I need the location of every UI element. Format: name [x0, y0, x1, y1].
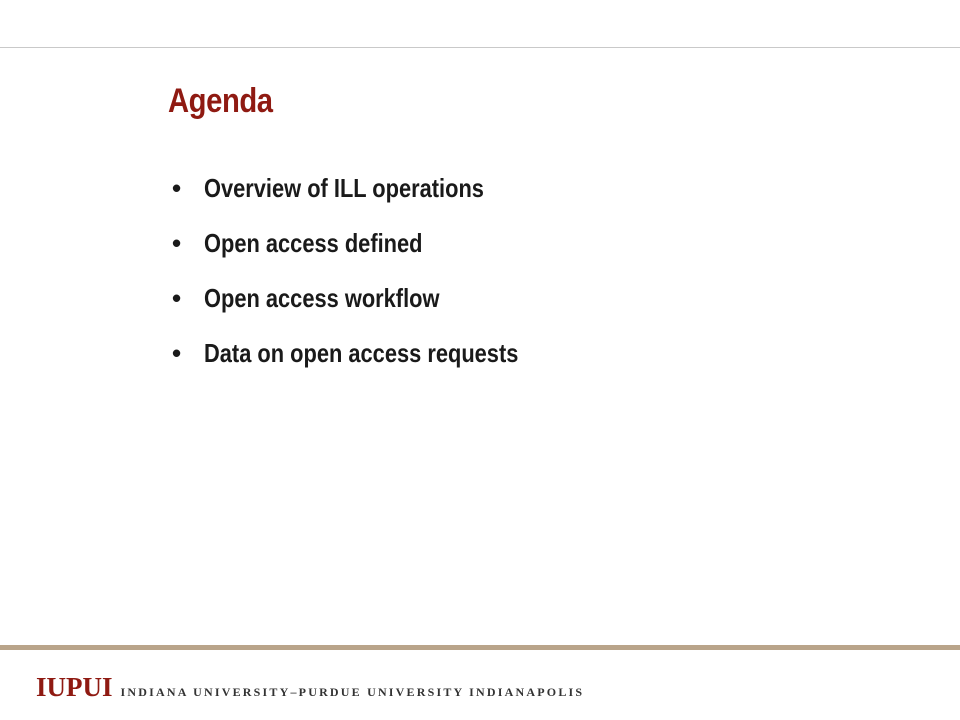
- agenda-item: [172, 221, 578, 276]
- agenda-list: [172, 166, 578, 386]
- slide-title: Agenda: [168, 82, 273, 120]
- agenda-item: [172, 166, 578, 221]
- bullet-icon: •: [172, 173, 182, 203]
- bullet-icon: •: [172, 338, 182, 368]
- footer-bar: [0, 645, 960, 650]
- agenda-item-text: Data on open access requests: [204, 338, 519, 368]
- top-divider: [0, 47, 960, 48]
- bullet-icon: •: [172, 283, 182, 313]
- agenda-item-text: Open access defined: [204, 228, 423, 258]
- bullet-icon: •: [172, 228, 182, 258]
- agenda-item-text: Open access workflow: [204, 283, 440, 313]
- agenda-item: [172, 331, 578, 386]
- footer-logo: [36, 672, 584, 703]
- agenda-item: [172, 276, 578, 331]
- agenda-item-text: Overview of ILL operations: [204, 173, 484, 203]
- university-name: INDIANA UNIVERSITY–PURDUE UNIVERSITY INDIANAPOLIS: [120, 685, 585, 699]
- iupui-logo-mark: IUPUI: [36, 672, 113, 702]
